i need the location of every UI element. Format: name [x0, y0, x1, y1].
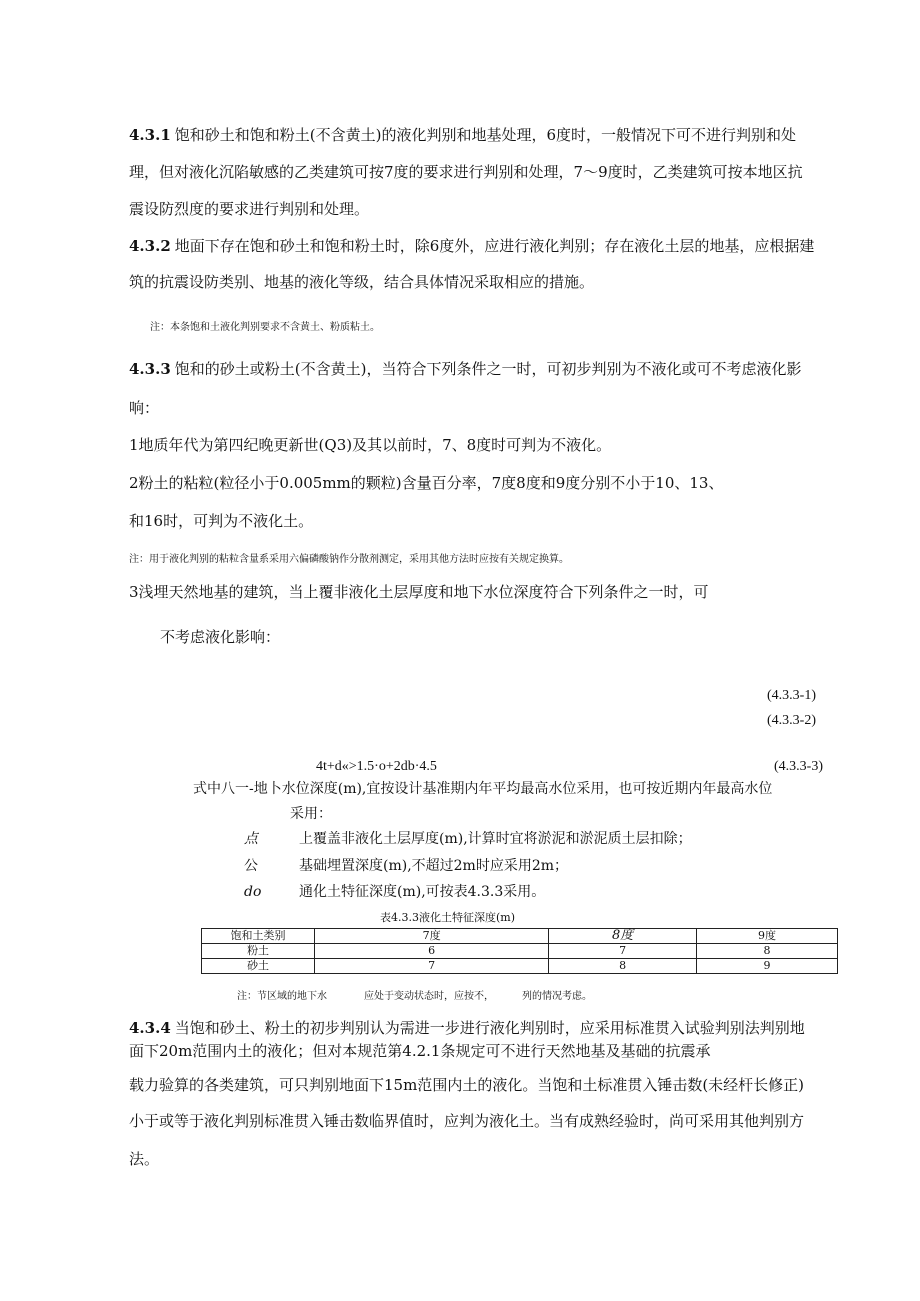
s433-line2: 响：: [129, 399, 160, 417]
s433-item1: 1地质年代为第四纪晚更新世(Q3)及其以前时，7、8度时可判为不液化。: [129, 436, 612, 454]
table-cell: 粉土: [202, 944, 315, 959]
s433-item2b: 和16时，可判为不液化土。: [129, 512, 314, 530]
s434-line4: 小于或等于液化判别标准贯入锤击数临界值时，应判为液化土。当有成熟经验时，尚可采用其他判别方: [129, 1112, 805, 1130]
table-note-part2: 应处于变动状态时，应按不，: [364, 991, 494, 1002]
table-header-cell: 饱和土类别: [202, 929, 315, 944]
clause-number: 4.3.2: [129, 237, 171, 255]
table-note-part3: 列的情况考虑。: [522, 991, 592, 1002]
table-row: [202, 959, 838, 974]
equation-number-1: (4.3.3-1): [767, 688, 816, 703]
s431-line3: 震设防烈度的要求进行判别和处理。: [129, 200, 370, 218]
where-row: [244, 856, 568, 876]
symbol-definition: 上覆盖非液化土层厚度(m),计算时宜将淤泥和淤泥质土层扣除；: [299, 831, 692, 847]
s434-line2: 面下20m范围内土的液化；但对本规范第4.2.1条规定可不进行天然地基及基础的抗震承: [129, 1042, 711, 1060]
s433-item2a: 2粉土的粘粒(粒径小于0.005mm的颗粒)含量百分率，7度8度和9度分别不小于10、13、: [129, 474, 724, 492]
table-cell: 8: [549, 959, 697, 974]
s431-line2: 理，但对液化沉陷敏感的乙类建筑可按7度的要求进行判别和处理，7～9度时，乙类建筑可按本地区抗: [129, 163, 803, 181]
s432-note: 注：本条饱和土液化判别要求不含黄土、粉质粘土。: [150, 322, 380, 333]
table-header-cell: 7度: [315, 929, 549, 944]
clause-text: 饱和的砂土或粉土(不含黄土)，当符合下列条件之一时，可初步判别为不液化或可不考虑液化影: [174, 360, 802, 378]
table-cell: 7: [315, 959, 549, 974]
symbol: 点: [244, 831, 258, 847]
symbol: 公: [244, 858, 258, 874]
table-row: [202, 944, 838, 959]
liquefaction-depth-table: [201, 928, 838, 974]
s431-line1: [129, 125, 796, 145]
table-caption: 表4.3.3液化土特征深度(m): [380, 911, 516, 924]
s434-line5: 法。: [129, 1150, 160, 1168]
equation-number-2: (4.3.3-2): [767, 713, 816, 728]
s433-line1: [129, 359, 801, 379]
symbol-definition: 基础埋置深度(m),不超过2m时应采用2m；: [299, 858, 569, 874]
clause-text: 当饱和砂土、粉土的初步判别认为需进一步进行液化判别时，应采用标准贯入试验判别法判别地: [174, 1019, 805, 1037]
table-header-cell: 8度: [549, 929, 697, 944]
table-cell: 砂土: [202, 959, 315, 974]
clause-number: 4.3.3: [129, 360, 171, 378]
table-cell: 6: [315, 944, 549, 959]
s433-item3a: 3浅埋天然地基的建筑，当上覆非液化土层厚度和地下水位深度符合下列条件之一时，可: [129, 583, 709, 601]
symbol: do: [244, 884, 262, 900]
table-cell: 7: [549, 944, 697, 959]
table-cell: 9: [697, 959, 838, 974]
clause-text: 地面下存在饱和砂土和饱和粉土时，除6度外，应进行液化判别；存在液化土层的地基，应根据建: [174, 237, 815, 255]
table-header-cell: 9度: [697, 929, 838, 944]
table-cell: 8: [697, 944, 838, 959]
clause-number: 4.3.1: [129, 126, 171, 144]
clause-number: 4.3.4: [129, 1019, 171, 1037]
equation-number-3: (4.3.3-3): [774, 759, 823, 774]
s433-item3b: 不考虑液化影响：: [160, 628, 281, 646]
symbol-definition: 通化土特征深度(m),可按表4.3.3采用。: [299, 884, 546, 900]
s432-line2: 筑的抗震设防类别、地基的液化等级，结合具体情况采取相应的措施。: [129, 273, 595, 291]
where-row: [244, 882, 545, 902]
where-row: [244, 829, 692, 849]
equation-3: 4t+d«>1.5·o+2db·4.5: [316, 759, 437, 774]
s432-line1: [129, 236, 814, 256]
s433-note: 注：用于液化判别的粘粒含量系采用六偏磷酸钠作分散剂测定，采用其他方法时应按有关规定换算。: [129, 554, 569, 565]
clause-text: 饱和砂土和饱和粉土(不含黄土)的液化判别和地基处理，6度时，一般情况下可不进行判别和处: [174, 126, 797, 144]
where-intro: 式中八一-地卜水位深度(m),宜按设计基准期内年平均最高水位采用，也可按近期内年最高水位: [193, 781, 773, 797]
s434-line3: 载力验算的各类建筑，可只判别地面下15m范围内土的液化。当饱和土标准贯入锤击数(未经杆长修正): [129, 1076, 805, 1094]
table-header-row: [202, 929, 838, 944]
table-note-part1: 注：节区域的地下水: [237, 991, 327, 1002]
where-intro-2: 采用：: [290, 806, 332, 822]
s434-line1: [129, 1018, 805, 1038]
